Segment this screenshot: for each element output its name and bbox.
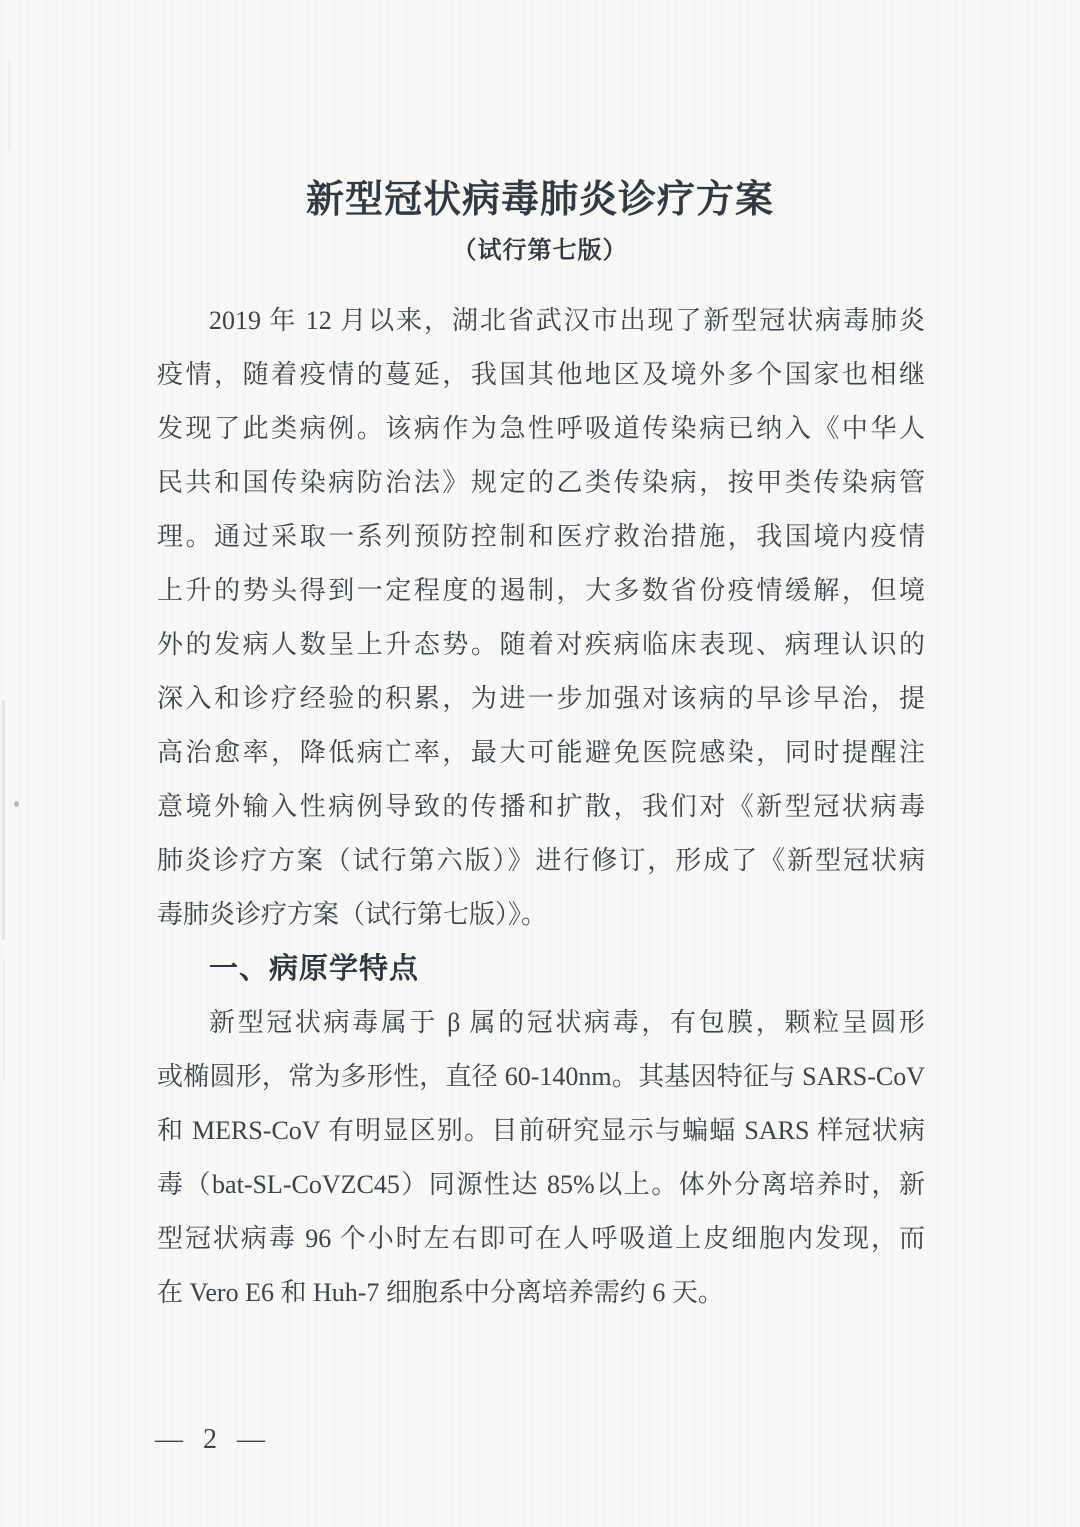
document-title: 新型冠状病毒肺炎诊疗方案: [305, 179, 774, 221]
scan-speck: [14, 801, 19, 807]
paragraph-line: 高治愈率，降低病亡率，最大可能避免医院感染，同时提醒注: [157, 738, 925, 767]
paragraph-line: 肺炎诊疗方案（试行第六版）》进行修订，形成了《新型冠状病: [157, 846, 925, 875]
paragraph-line: 疫情，随着疫情的蔓延，我国其他地区及境外多个国家也相继: [157, 360, 925, 389]
paragraph-line: 新型冠状病毒属于 β 属的冠状病毒，有包膜，颗粒呈圆形: [209, 1008, 925, 1037]
scan-streak: [8, 60, 10, 150]
paragraph-line: 理。通过采取一系列预防控制和医疗救治措施，我国境内疫情: [157, 522, 925, 551]
paragraph-line: 意境外输入性病例导致的传播和扩散，我们对《新型冠状病毒: [157, 792, 925, 821]
scan-streak: [3, 960, 5, 1080]
paragraph-line: 深入和诊疗经验的积累，为进一步加强对该病的早诊早治，提: [157, 684, 925, 713]
paragraph-line: 发现了此类病例。该病作为急性呼吸道传染病已纳入《中华人: [157, 414, 925, 443]
document-subtitle: （试行第七版）: [452, 238, 628, 264]
paragraph-line: 民共和国传染病防治法》规定的乙类传染病，按甲类传染病管: [157, 468, 925, 497]
paragraph-line: 外的发病人数呈上升态势。随着对疾病临床表现、病理认识的: [157, 630, 925, 659]
paragraph-line: 在 Vero E6 和 Huh-7 细胞系中分离培养需约 6 天。: [157, 1278, 724, 1307]
paragraph-line: 型冠状病毒 96 个小时左右即可在人呼吸道上皮细胞内发现，而: [157, 1224, 925, 1253]
paragraph-line: 或椭圆形，常为多形性，直径 60-140nm。其基因特征与 SARS-CoV: [157, 1062, 925, 1091]
paragraph-line: 上升的势头得到一定程度的遏制，大多数省份疫情缓解，但境: [157, 576, 925, 605]
paragraph-line: 和 MERS-CoV 有明显区别。目前研究显示与蝙蝠 SARS 样冠状病: [157, 1116, 925, 1145]
scan-streak: [2, 700, 5, 940]
page-number: — 2 —: [155, 1424, 267, 1455]
paragraph-line: 2019 年 12 月以来，湖北省武汉市出现了新型冠状病毒肺炎: [209, 306, 925, 335]
paragraph-line: 毒肺炎诊疗方案（试行第七版）》。: [157, 900, 548, 929]
section-heading: 一、病原学特点: [209, 953, 420, 985]
document-body: [157, 294, 925, 1320]
paragraph-line: 毒（bat-SL-CoVZC45）同源性达 85%以上。体外分离培养时，新: [157, 1170, 925, 1199]
